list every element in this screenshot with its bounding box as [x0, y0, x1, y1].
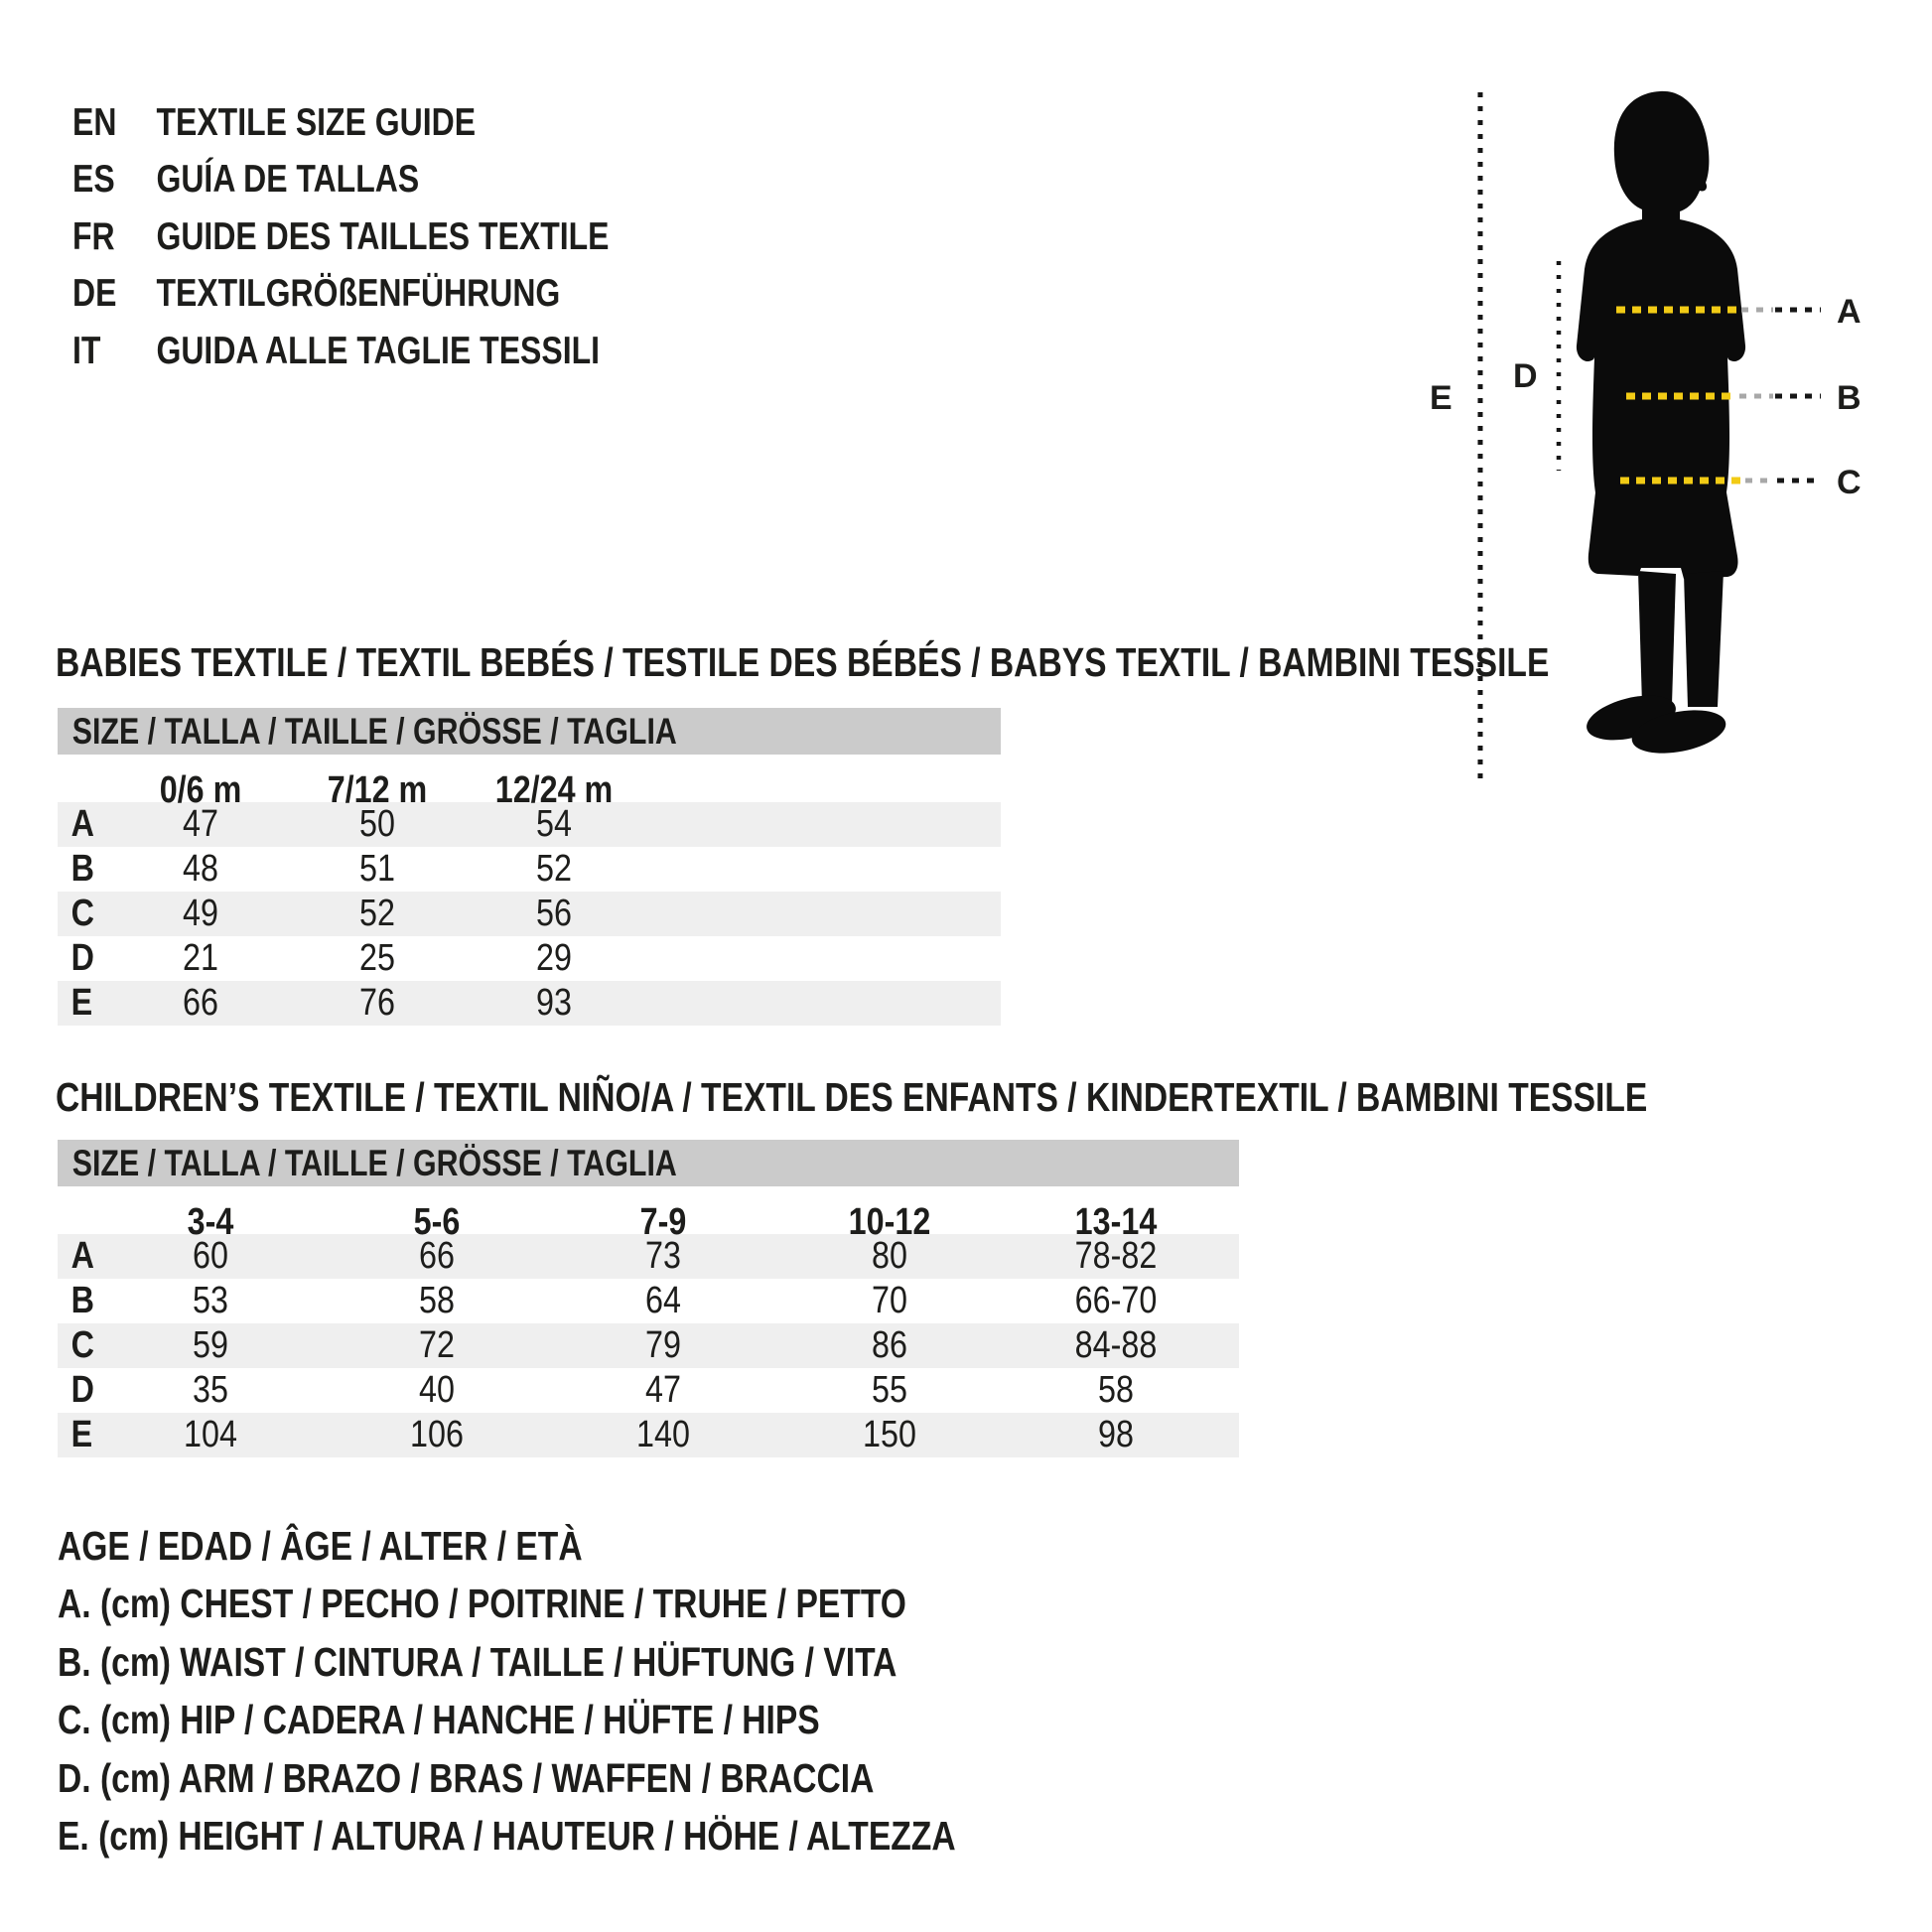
column-header: 7/12 m [327, 769, 428, 811]
figure-label-a: A [1837, 293, 1862, 331]
column-header: 13-14 [1074, 1201, 1158, 1243]
size-value-cell: 49 [183, 893, 218, 934]
table-row-c [58, 892, 1001, 936]
table-row-c [58, 1323, 1239, 1368]
measurement-legend [58, 1517, 1153, 1865]
table-row-b [58, 847, 1001, 892]
size-header-label: SIZE / TALLA / TAILLE / GRÖSSE / TAGLIA [71, 1143, 677, 1183]
size-value-cell: 58 [419, 1280, 455, 1321]
row-label: E [70, 1414, 93, 1455]
row-label: A [70, 803, 94, 845]
size-value-cell: 59 [193, 1324, 228, 1366]
size-value-cell: 104 [184, 1414, 237, 1455]
babies-size-header-bar [58, 708, 1001, 755]
size-value-cell: 47 [645, 1369, 681, 1411]
size-value-cell: 84-88 [1074, 1324, 1158, 1366]
column-header: 7-9 [639, 1201, 687, 1243]
size-value-cell: 76 [359, 982, 395, 1024]
row-label: D [70, 1369, 94, 1411]
figure-label-b: B [1837, 379, 1862, 417]
size-value-cell: 98 [1098, 1414, 1134, 1455]
size-value-cell: 29 [536, 937, 572, 979]
guide-title-it: GUIDA ALLE TAGLIE TESSILI [156, 329, 601, 372]
size-value-cell: 54 [536, 803, 572, 845]
children-column-header-row [58, 1201, 1239, 1243]
table-row-a [58, 802, 1001, 847]
size-value-cell: 53 [193, 1280, 228, 1321]
language-title-list [72, 94, 727, 380]
size-value-cell: 55 [872, 1369, 907, 1411]
language-row [72, 94, 610, 152]
size-value-cell: 52 [359, 893, 395, 934]
size-header-label: SIZE / TALLA / TAILLE / GRÖSSE / TAGLIA [71, 711, 677, 752]
row-label: A [70, 1235, 94, 1277]
babies-section-title: BABIES TEXTILE / TEXTIL BEBÉS / TESTILE DES BÉBÉS / BABYS TEXTIL / BAMBINI TESSILE [56, 639, 1550, 685]
child-silhouette [1577, 91, 1745, 760]
column-header: 0/6 m [159, 769, 242, 811]
size-value-cell: 56 [536, 893, 572, 934]
table-row-e [58, 981, 1001, 1026]
table-row-d [58, 936, 1001, 981]
babies-size-table [58, 769, 1001, 1026]
row-label: E [70, 982, 93, 1024]
language-row [72, 152, 610, 209]
size-value-cell: 64 [645, 1280, 681, 1321]
size-value-cell: 150 [863, 1414, 916, 1455]
size-value-cell: 52 [536, 848, 572, 890]
guide-title-fr: GUIDE DES TAILLES TEXTILE [156, 214, 610, 258]
size-value-cell: 86 [872, 1324, 907, 1366]
figure-label-c: C [1837, 464, 1862, 501]
size-value-cell: 35 [193, 1369, 228, 1411]
size-value-cell: 66 [183, 982, 218, 1024]
size-value-cell: 58 [1098, 1369, 1134, 1411]
language-code: EN [72, 100, 117, 144]
size-value-cell: 72 [419, 1324, 455, 1366]
table-row-a [58, 1234, 1239, 1279]
size-value-cell: 79 [645, 1324, 681, 1366]
figure-label-d: D [1513, 357, 1538, 395]
children-section-title: CHILDREN’S TEXTILE / TEXTIL NIÑO/A / TEXTIL DES ENFANTS / KINDERTEXTIL / BAMBINI TESSILE [56, 1074, 1648, 1120]
size-value-cell: 66-70 [1074, 1280, 1158, 1321]
language-code: IT [72, 329, 101, 372]
column-header: 10-12 [848, 1201, 931, 1243]
size-value-cell: 60 [193, 1235, 228, 1277]
table-row-e [58, 1413, 1239, 1457]
row-label: C [70, 1324, 94, 1366]
table-row-d [58, 1368, 1239, 1413]
children-size-header-bar [58, 1140, 1239, 1186]
size-value-cell: 40 [419, 1369, 455, 1411]
legend-arm: D. (cm) ARM / BRAZO / BRAS / WAFFEN / BRACCIA [58, 1754, 875, 1801]
size-value-cell: 21 [183, 937, 218, 979]
row-label: B [70, 1280, 94, 1321]
size-value-cell: 106 [410, 1414, 464, 1455]
size-value-cell: 93 [536, 982, 572, 1024]
legend-waist: B. (cm) WAIST / CINTURA / TAILLE / HÜFTUNG / VITA [58, 1638, 897, 1685]
row-label: B [70, 848, 94, 890]
guide-title-de: TEXTILGRÖßENFÜHRUNG [156, 272, 561, 316]
column-header: 3-4 [187, 1201, 234, 1243]
table-row-b [58, 1279, 1239, 1323]
size-value-cell: 66 [419, 1235, 455, 1277]
size-value-cell: 25 [359, 937, 395, 979]
size-value-cell: 78-82 [1074, 1235, 1158, 1277]
legend-age: AGE / EDAD / ÂGE / ALTER / ETÀ [58, 1522, 583, 1569]
size-value-cell: 50 [359, 803, 395, 845]
language-row [72, 208, 610, 266]
size-value-cell: 47 [183, 803, 218, 845]
size-value-cell: 73 [645, 1235, 681, 1277]
language-row [72, 323, 610, 380]
column-header: 5-6 [413, 1201, 461, 1243]
size-value-cell: 48 [183, 848, 218, 890]
column-header: 12/24 m [494, 769, 614, 811]
size-value-cell: 80 [872, 1235, 907, 1277]
guide-title-es: GUÍA DE TALLAS [156, 158, 420, 202]
row-label: C [70, 893, 94, 934]
row-label: D [70, 937, 94, 979]
babies-column-header-row [58, 769, 1001, 811]
size-value-cell: 70 [872, 1280, 907, 1321]
legend-hip: C. (cm) HIP / CADERA / HANCHE / HÜFTE / HIPS [58, 1697, 820, 1743]
figure-label-e: E [1430, 379, 1452, 417]
children-size-table [58, 1201, 1239, 1457]
size-value-cell: 51 [359, 848, 395, 890]
legend-chest: A. (cm) CHEST / PECHO / POITRINE / TRUHE / PETTO [58, 1581, 906, 1627]
language-code: ES [72, 158, 115, 202]
language-code: DE [72, 272, 117, 316]
legend-height: E. (cm) HEIGHT / ALTURA / HAUTEUR / HÖHE / ALTEZZA [58, 1813, 956, 1860]
guide-title-en: TEXTILE SIZE GUIDE [156, 100, 477, 144]
size-value-cell: 140 [636, 1414, 690, 1455]
language-code: FR [72, 214, 115, 258]
language-row [72, 266, 610, 324]
